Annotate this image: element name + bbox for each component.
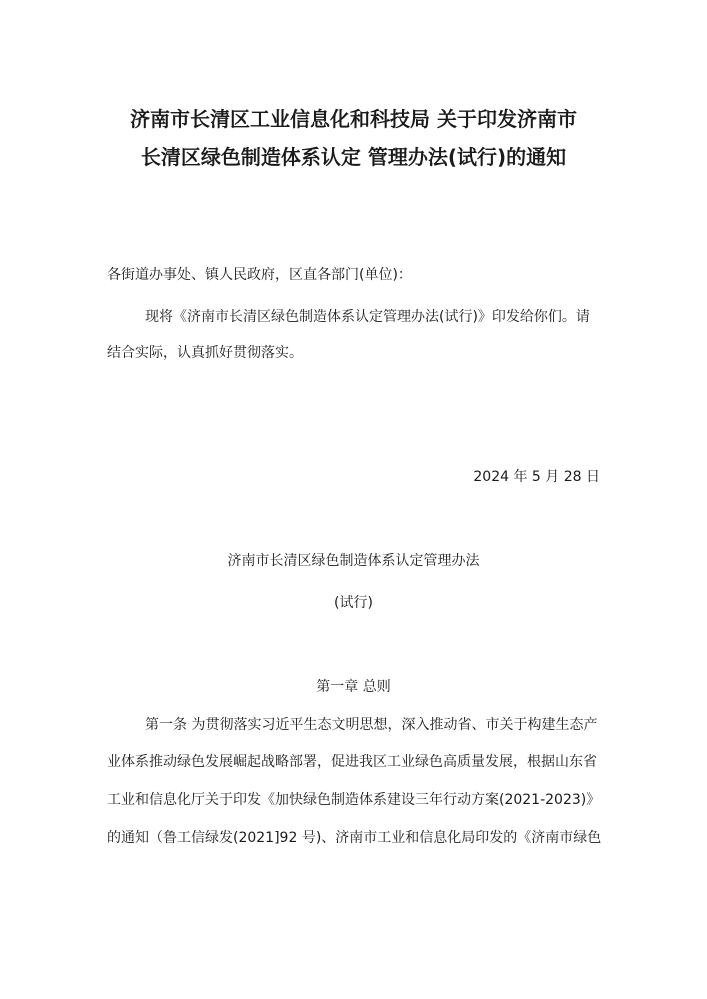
article-line2: 业体系推动绿色发展崛起战略部署，促进我区工业绿色高质量发展，根据山东省 [107, 754, 597, 770]
article-line3: 工业和信息化厅关于印发《加快绿色制造体系建设三年行动方案(2021-2023)》 [107, 792, 601, 808]
measure-subtitle: (试行) [334, 595, 373, 611]
chapter-heading: 第一章 总则 [316, 679, 391, 695]
issue-date: 2024 年 5 月 28 日 [473, 469, 600, 485]
salutation: 各街道办事处、镇人民政府，区直各部门(单位)： [107, 267, 412, 283]
document-title-line2: 长清区绿色制造体系认定 管理办法(试行)的通知 [140, 145, 567, 169]
measure-title: 济南市长清区绿色制造体系认定管理办法 [227, 553, 480, 569]
notice-body-line2: 结合实际，认真抓好贯彻落实。 [107, 345, 303, 361]
document-title-line1: 济南市长清区工业信息化和科技局 关于印发济南市 [130, 107, 577, 131]
article-line1: 第一条 为贯彻落实习近平生态文明思想，深入推动省、市关于构建生态产 [145, 717, 598, 733]
notice-body-line1: 现将《济南市长清区绿色制造体系认定管理办法(试行)》印发给你们。请 [145, 309, 590, 325]
article-line4: 的通知（鲁工信绿发(2021]92 号)、济南市工业和信息化局印发的《济南市绿色 [107, 830, 602, 846]
